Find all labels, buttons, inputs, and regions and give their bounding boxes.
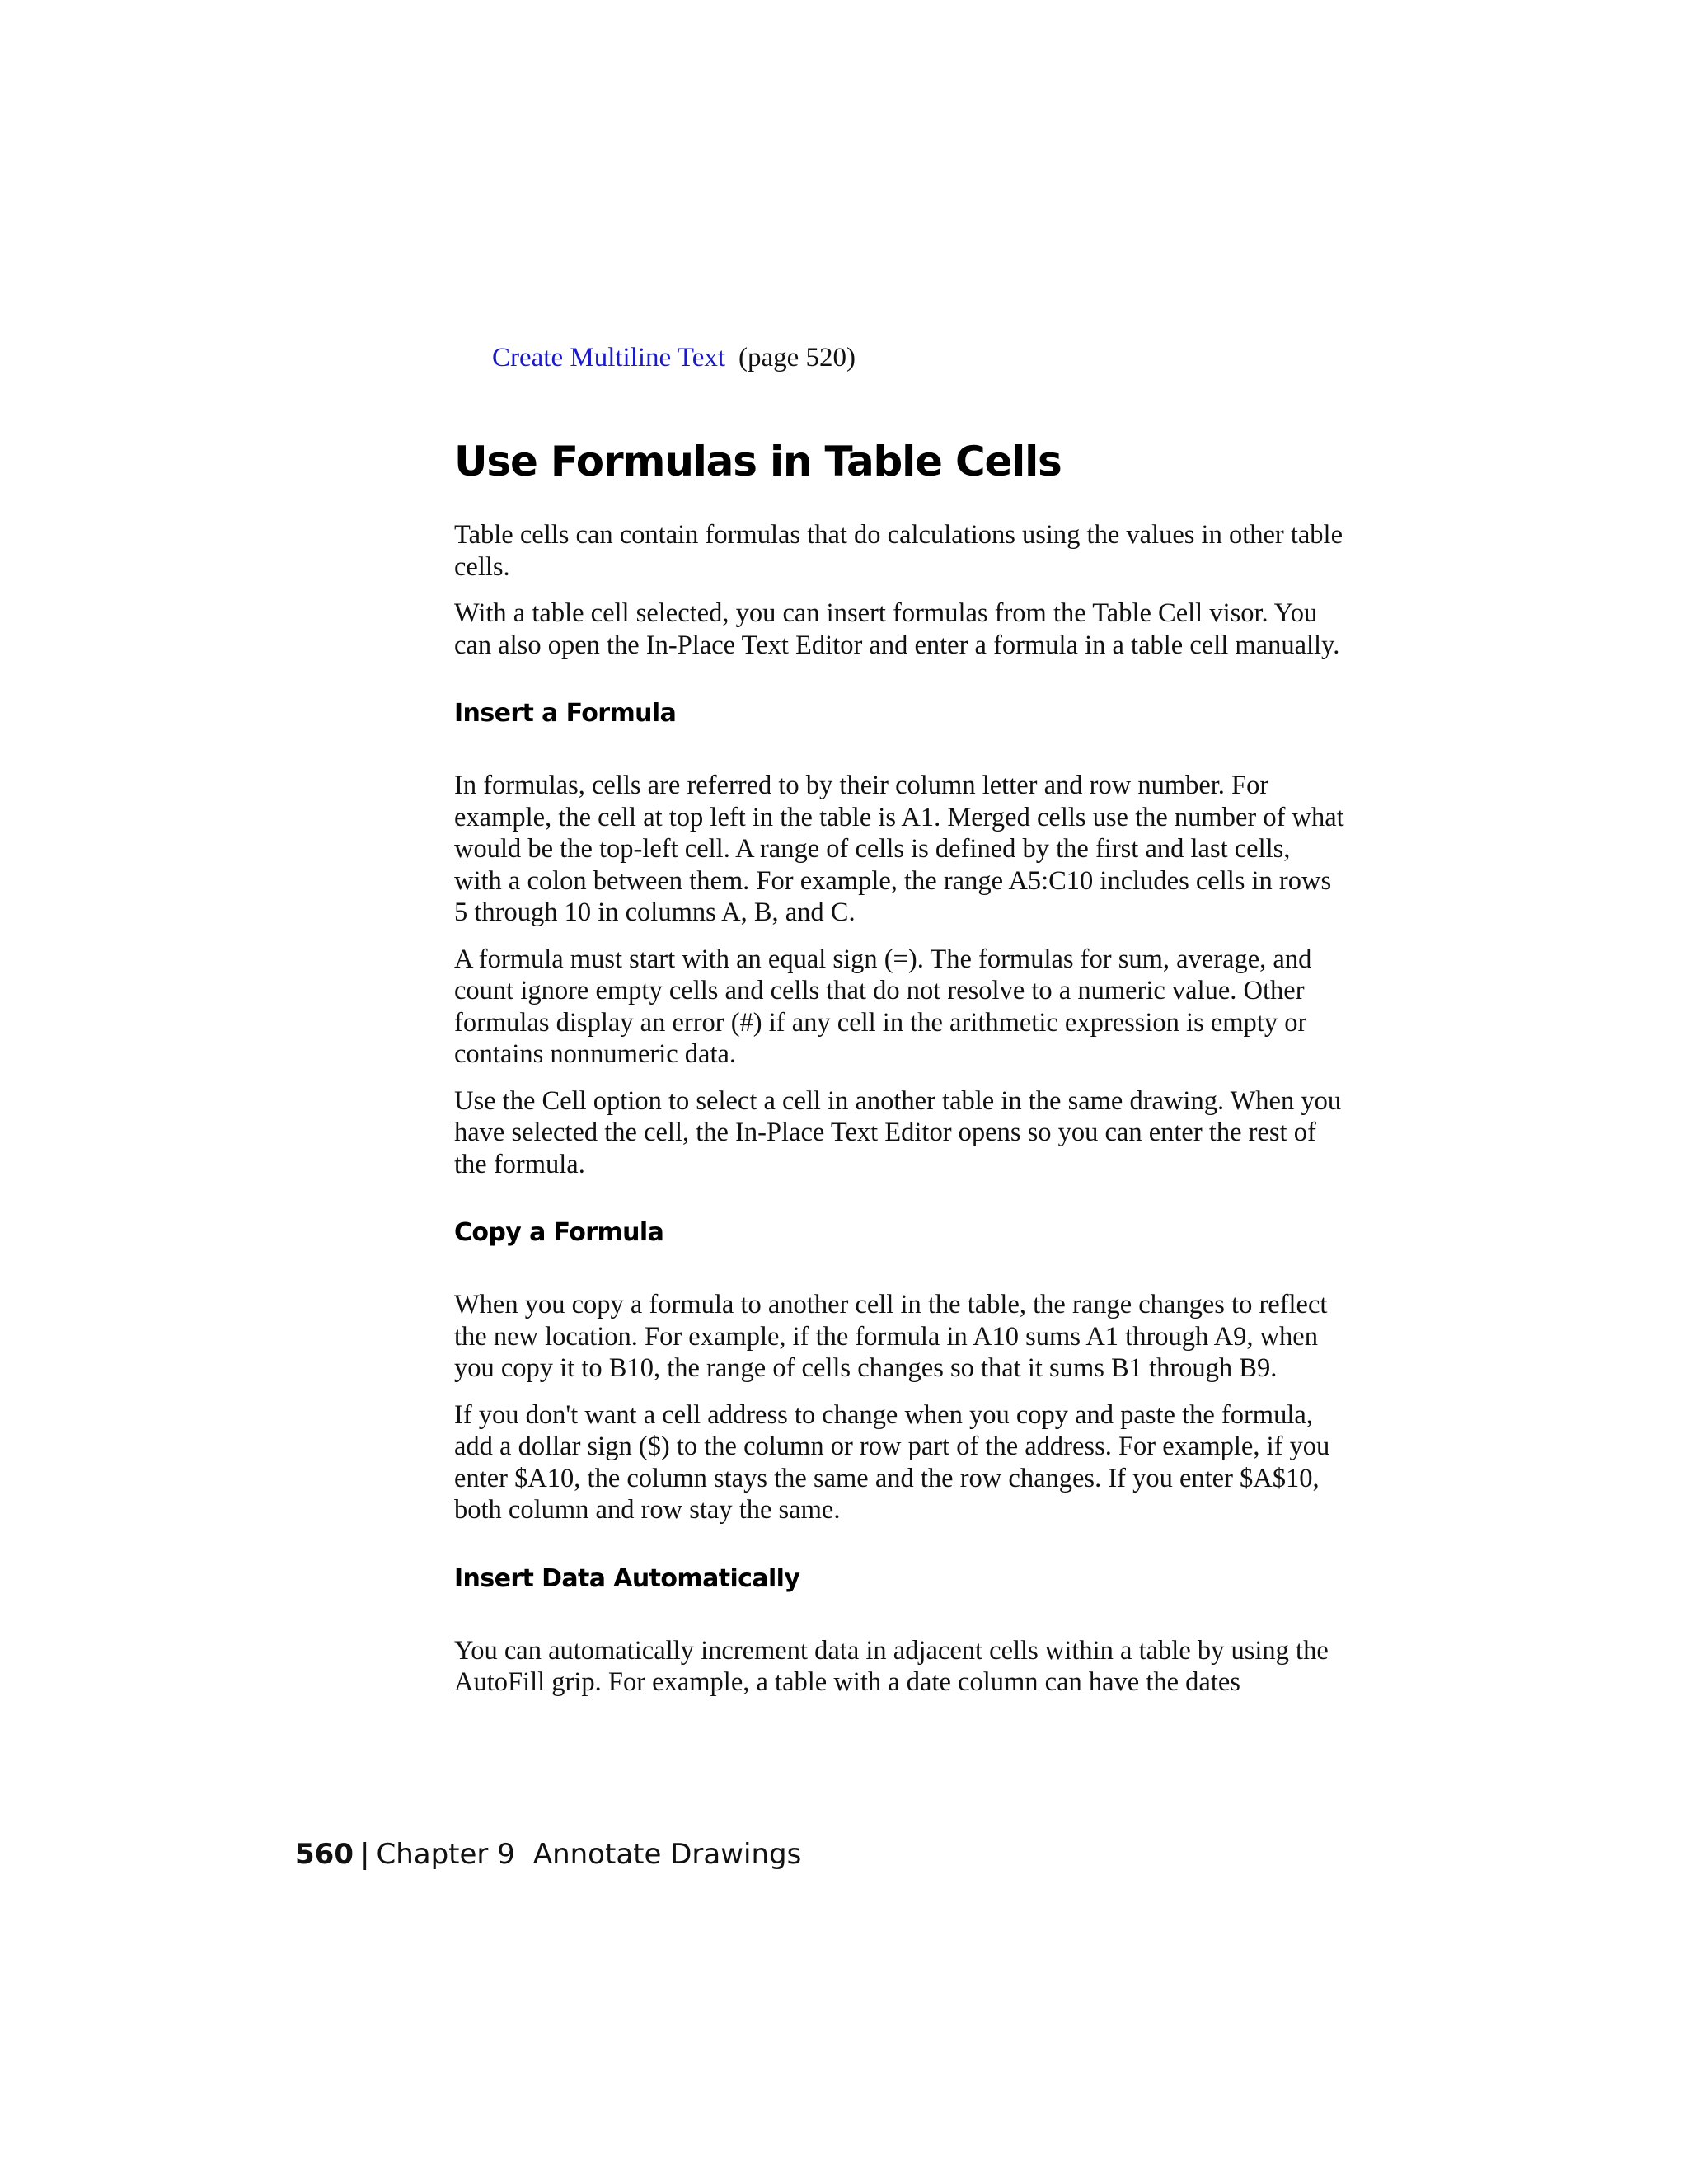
chapter-title: Annotate Drawings [532,1838,802,1871]
page-title: Use Formulas in Table Cells [454,438,1062,485]
intro-paragraph: With a table cell selected, you can insert formulas from the Table Cell visor. You can also open the In-Place Text Editor and enter a formula in a table cell manually. [454,598,1340,660]
page-reference: (page 520) [738,343,856,373]
intro-paragraph: Table cells can contain formulas that do calculations using the values in other table cells. [454,520,1343,582]
section-paragraph: When you copy a formula to another cell in the table, the range changes to reflect the new location. For example, if the formula in A10 sums A1 through A9, when you copy it to B10, the range of cells changes so that it sums B1 through B9. [454,1290,1328,1383]
section-heading-insert-data-automatically: Insert Data Automatically [454,1563,800,1593]
related-topic [492,340,856,376]
section-paragraph: In formulas, cells are referred to by their column letter and row number. For example, the cell at top left in the table is A1. Merged cells use the number of what would be the top-left cell. A range of cells is defined by the first and last cells, with a colon between them. For example, the range A5:C10 includes cells in rows 5 through 10 in columns A, B, and C. [454,771,1344,927]
section-paragraph: You can automatically increment data in adjacent cells within a table by using the AutoFill grip. For example, a table with a date column can have the dates [454,1635,1329,1697]
page-footer [295,1836,801,1872]
section-paragraph: Use the Cell option to select a cell in another table in the same drawing. When you have selected the cell, the In-Place Text Editor opens so you can enter the rest of the formula. [454,1085,1342,1179]
section-paragraph: A formula must start with an equal sign (=). The formulas for sum, average, and count ignore empty cells and cells that do not resolve to a numeric value. Other formulas display an error (#) if any cell in the arithmetic expression is empty or contains nonnumeric data. [454,944,1312,1069]
chapter-label: Chapter 9 [376,1838,515,1871]
section-heading-copy-formula: Copy a Formula [454,1218,664,1247]
footer-separator: | [359,1838,370,1871]
section-heading-insert-formula: Insert a Formula [454,699,677,728]
page-number: 560 [295,1838,354,1871]
main-content [454,429,1344,1713]
section-paragraph: If you don't want a cell address to change when you copy and paste the formula, add a dollar sign ($) to the column or row part of the address. For example, if you enter $A10, the column stays the same and the row changes. If you enter $A$10, both column and row stay the same. [454,1399,1330,1525]
create-multiline-text-link[interactable]: Create Multiline Text [492,343,726,373]
